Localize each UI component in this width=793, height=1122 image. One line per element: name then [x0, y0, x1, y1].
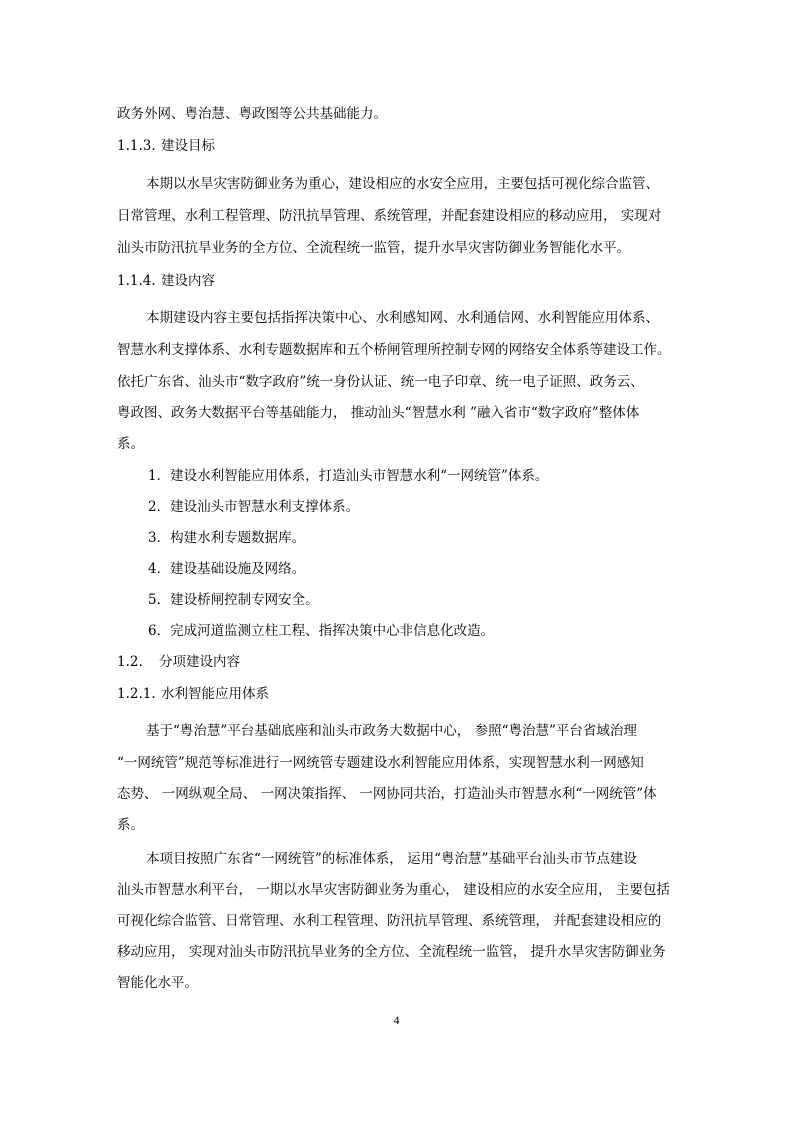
list-item: 3．构建水利专题数据库。 [148, 530, 306, 546]
list-item: 6．完成河道监测立柱工程、指挥决策中心非信息化改造。 [148, 623, 495, 639]
paragraph-line: 本项目按照广东省“一网统管”的标准体系， 运用“粤治慧”基础平台汕头市节点建设 [146, 851, 637, 867]
heading-title: 建设内容 [161, 273, 215, 289]
paragraph-line: 可视化综合监管、日常管理、水利工程管理、防汛抗旱管理、系统管理， 并配套建设相应的 [117, 913, 662, 929]
heading-1-2-1 [117, 685, 269, 703]
paragraph-line: 依托广东省、汕头市“数字政府”统一身份认证、统一电子印章、统一电子证照、政务云、 [117, 374, 644, 390]
paragraph-line: 汕头市防汛抗旱业务的全方位、全流程统一监管，提升水旱灾害防御业务智能化水平。 [117, 240, 630, 256]
page-number: 4 [393, 1013, 400, 1027]
paragraph-line: 汕头市智慧水利平台， 一期以水旱灾害防御业务为重心， 建设相应的水安全应用， 主要包括 [117, 882, 670, 898]
heading-number: 1.2. [117, 654, 143, 670]
heading-number: 1.2.1. [117, 686, 156, 702]
paragraph-line: 粤政图、政务大数据平台等基础能力， 推动汕头“智慧水利 ”融入省市“数字政府”整体体 [117, 405, 640, 421]
heading-title: 分项建设内容 [159, 654, 240, 670]
list-item: 2．建设汕头市智慧水利支撑体系。 [148, 499, 360, 515]
paragraph-line: 智慧水利支撑体系、水利专题数据库和五个桥闸管理所控制专网的网络安全体系等建设工作。 [117, 342, 671, 358]
paragraph-line: 基于“粤治慧”平台基础底座和汕头市政务大数据中心， 参照“粤治慧”平台省域治理 [146, 723, 637, 739]
paragraph-line: 移动应用， 实现对汕头市防汛抗旱业务的全方位、全流程统一监管， 提升水旱灾害防御业务 [117, 944, 666, 960]
heading-title: 水利智能应用体系 [161, 686, 269, 702]
paragraph-line: 系。 [117, 436, 144, 452]
heading-number: 1.1.4. [117, 273, 156, 289]
paragraph-line: 本期以水旱灾害防御业务为重心，建设相应的水安全应用，主要包括可视化综合监管、 [146, 176, 659, 192]
paragraph-line: 态势、 一网纵观全局、 一网决策指挥、 一网协同共治，打造汕头市智慧水利“一网统管”体 [117, 786, 657, 802]
heading-1-1-4 [117, 272, 215, 290]
paragraph-line: 日常管理、水利工程管理、防汛抗旱管理、系统管理，并配套建设相应的移动应用， 实现对 [117, 208, 662, 224]
heading-1-1-3 [117, 137, 215, 155]
paragraph-line: 智能化水平。 [117, 975, 198, 991]
heading-number: 1.1.3. [117, 138, 156, 154]
heading-title: 建设目标 [161, 138, 215, 154]
list-item: 4．建设基础设施及网络。 [148, 561, 306, 577]
heading-1-2 [117, 653, 240, 671]
paragraph-line: 本期建设内容主要包括指挥决策中心、水利感知网、水利通信网、水利智能应用体系、 [146, 310, 659, 326]
intro-tail-line: 政务外网、粤治慧、粤政图等公共基础能力。 [117, 106, 387, 122]
list-item: 1．建设水利智能应用体系，打造汕头市智慧水利“一网统管”体系。 [148, 468, 549, 484]
list-item: 5．建设桥闸控制专网安全。 [148, 592, 319, 608]
paragraph-line: “一网统管”规范等标准进行一网统管专题建设水利智能应用体系，实现智慧水利一网感知 [117, 755, 644, 771]
paragraph-line: 系。 [117, 817, 144, 833]
